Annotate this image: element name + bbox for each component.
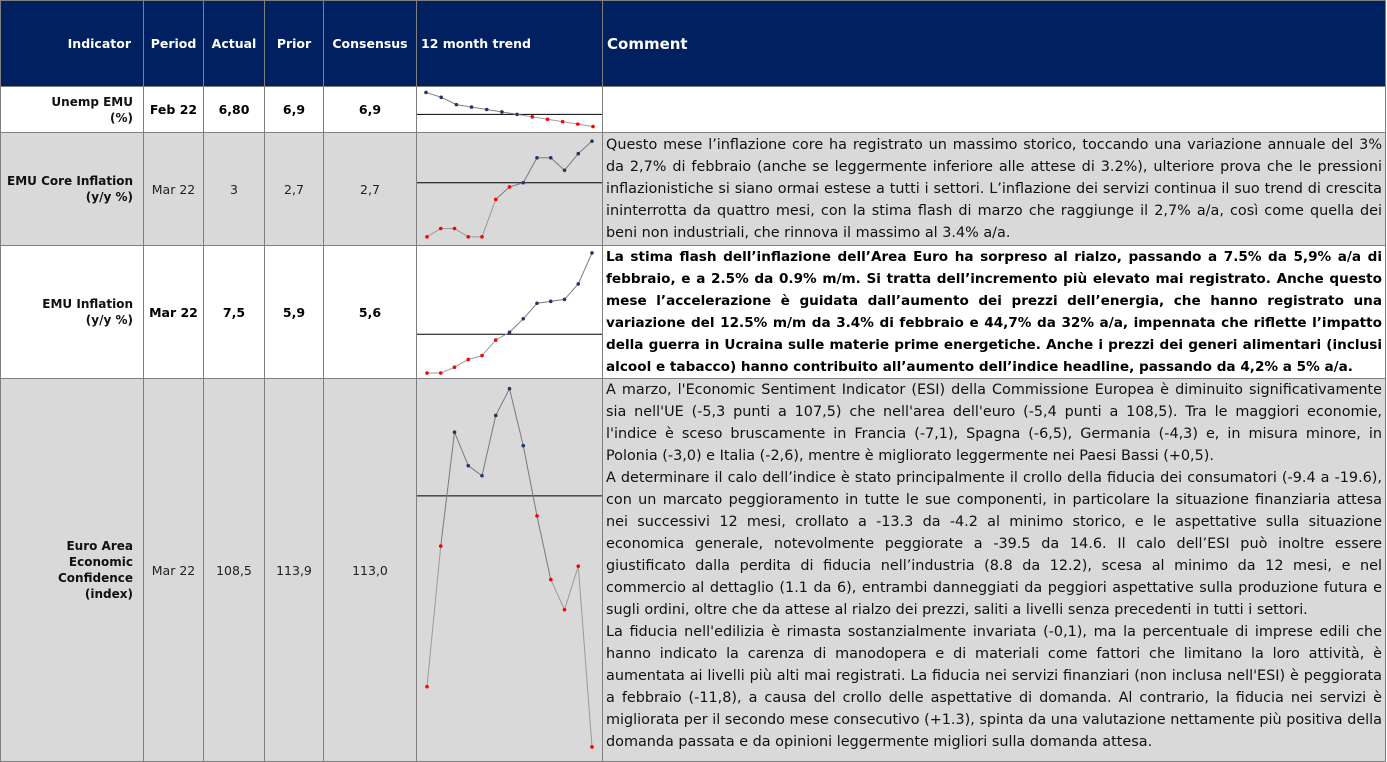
trend-line-segment (523, 446, 537, 516)
trend-point (563, 608, 567, 612)
trend-point (425, 235, 429, 239)
trend-point (561, 120, 565, 124)
indicator-cell (1, 246, 144, 379)
trend-point (494, 198, 498, 202)
trend-point (439, 96, 443, 100)
trend-line-segment (427, 546, 441, 687)
trend-line-segment (441, 432, 455, 546)
comment-cell (603, 379, 1386, 762)
trend-line-segment (537, 301, 551, 303)
indicator-label-line3: Confidence (57, 571, 133, 585)
prior-cell: 113,9 (265, 379, 324, 762)
trend-line-segment (532, 117, 547, 119)
trend-sparkline (417, 87, 602, 132)
trend-point (439, 227, 443, 231)
trend-line-segment (468, 466, 482, 476)
consensus-cell: 5,6 (324, 246, 417, 379)
indicator-cell (1, 379, 144, 762)
trend-point (470, 105, 474, 109)
trend-line-segment (496, 332, 510, 340)
comment-cell (603, 87, 1386, 133)
indicator-unit: (y/y %) (85, 190, 133, 204)
trend-point (590, 745, 594, 749)
comment-paragraph: Questo mese l’inflazione core ha registrato un massimo storico, toccando una variazione annuale del 3% da 2,7% di febbraio (anche se leggermente inferiore alle attese di 3.2%), ulteriore prova che le pressioni inflazionistiche si siano ormai estese a tutti i settori. L’inflazione dei servizi continua il suo trend di crescita ininterrotta da quattro mesi, con la stima flash di marzo che raggiunge il 2,7% a/a, così come quella dei beni non industriali, che rinnova il massimo al 3.4% a/a. (606, 137, 1382, 241)
trend-line-segment (468, 355, 482, 359)
header-indicator: Indicator (1, 1, 144, 87)
trend-point (466, 464, 470, 468)
header-comment: Comment (603, 1, 1386, 87)
trend-cell (417, 133, 603, 246)
indicator-label-line2: Economic (68, 555, 133, 569)
indicator-cell (1, 133, 144, 246)
consensus-cell: 6,9 (324, 87, 417, 133)
trend-line-segment (472, 107, 487, 109)
trend-point (500, 110, 504, 114)
trend-point (546, 117, 550, 121)
actual-cell: 108,5 (204, 379, 265, 762)
trend-point (425, 685, 429, 689)
trend-point (535, 156, 539, 160)
trend-line-segment (441, 367, 455, 373)
trend-line-segment (496, 389, 510, 416)
header-prior: Prior (265, 1, 324, 87)
trend-line-segment (523, 158, 537, 183)
header-trend: 12 month trend (417, 1, 603, 87)
table-row (1, 133, 1386, 246)
header-period: Period (144, 1, 204, 87)
comment-paragraph: La fiducia nell'edilizia è rimasta sostanzialmente invariata (-0,1), ma la percentuale di imprese edili che hanno indicato la carenza di manodopera e di materiali come fattori che limitano la loro attività, è aumentata ai livelli più alti mai registrati. La fiducia nei servizi finanziari (non inclusa nell'ESI) è peggiorata a febbraio (-11,8), a causa del crollo delle aspettative di domanda. Al contrario, la fiducia nei servizi è migliorata per il secondo mese consecutivo (+1.3), spinta da una valutazione nettamente più positiva della domanda passata e da opinioni leggermente migliori sulla domanda attesa. (606, 624, 1382, 750)
trend-line-segment (578, 141, 592, 153)
trend-point (494, 338, 498, 342)
trend-point (453, 365, 457, 369)
trend-line-segment (523, 303, 537, 318)
trend-line-segment (565, 283, 579, 298)
trend-point (535, 301, 539, 305)
actual-cell: 3 (204, 133, 265, 246)
trend-point (439, 371, 443, 375)
table-row (1, 246, 1386, 379)
trend-point (508, 387, 512, 391)
trend-line-segment (510, 318, 524, 332)
header-actual: Actual (204, 1, 265, 87)
trend-point (480, 235, 484, 239)
trend-point (480, 353, 484, 357)
trend-point (425, 371, 429, 375)
trend-line-segment (482, 199, 496, 236)
indicator-label: Unemp EMU (51, 94, 133, 109)
header-row (1, 1, 1386, 87)
trend-line-segment (510, 389, 524, 446)
trend-point (466, 357, 470, 361)
trend-sparkline (417, 379, 602, 761)
period-cell: Feb 22 (144, 87, 204, 133)
trend-point (576, 122, 580, 126)
trend-line-segment (510, 183, 524, 187)
trend-point (480, 474, 484, 478)
trend-point (521, 444, 525, 448)
comment-cell (603, 246, 1386, 379)
indicator-cell (1, 87, 144, 133)
trend-line-segment (578, 124, 593, 126)
indicator-label: Euro Area (66, 539, 133, 553)
trend-line-segment (578, 252, 592, 283)
trend-cell (417, 246, 603, 379)
trend-line-segment (487, 110, 502, 112)
trend-point (549, 578, 553, 582)
trend-line-segment (537, 516, 551, 580)
indicator-label: EMU Inflation (42, 297, 133, 311)
prior-cell: 2,7 (265, 133, 324, 246)
trend-point (521, 181, 525, 185)
trend-point (453, 227, 457, 231)
comment-cell (603, 133, 1386, 246)
trend-line-segment (482, 340, 496, 355)
trend-point (535, 514, 539, 518)
trend-point (494, 414, 498, 418)
trend-line-segment (565, 154, 579, 171)
comment-paragraph: A marzo, l'Economic Sentiment Indicator (ESI) della Commissione Europea è diminuito significativamente sia nell'UE (-5,3 punti a 107,5) che nell'area dell'euro (-5,4 punti a 108,5). Tra le maggiori economie, l'indice è sceso bruscamente in Francia (-7,1), Spagna (-6,5), Germania (-4,3) e, in misura minore, in Polonia (-3,0) e Italia (-2,6), mentre è migliorato leggermente nei Paesi Bassi (+0,5). (606, 382, 1382, 464)
trend-point (549, 156, 553, 160)
trend-cell (417, 379, 603, 762)
trend-point (591, 125, 595, 129)
trend-line-segment (551, 299, 565, 301)
table-row (1, 379, 1386, 762)
trend-point (515, 113, 519, 117)
indicator-unit: (y/y %) (85, 313, 133, 327)
actual-cell: 7,5 (204, 246, 265, 379)
trend-line-segment (455, 229, 469, 237)
actual-cell: 6,80 (204, 87, 265, 133)
header-consensus: Consensus (324, 1, 417, 87)
trend-point (455, 103, 459, 107)
trend-line-segment (551, 580, 565, 610)
trend-point (576, 564, 580, 568)
trend-point (530, 115, 534, 119)
trend-point (453, 430, 457, 434)
trend-point (466, 235, 470, 239)
consensus-cell: 113,0 (324, 379, 417, 762)
indicator-label: EMU Core Inflation (7, 174, 133, 188)
trend-point (576, 152, 580, 156)
trend-line-segment (455, 432, 469, 465)
trend-point (521, 316, 525, 320)
trend-sparkline (417, 133, 602, 245)
trend-point (508, 330, 512, 334)
trend-line-segment (547, 119, 562, 121)
trend-point (576, 282, 580, 286)
trend-line-segment (496, 187, 510, 199)
period-cell: Mar 22 (144, 379, 204, 762)
trend-line-segment (456, 105, 471, 107)
indicator-unit: (index) (84, 587, 133, 601)
indicator-unit: (%) (110, 110, 133, 125)
trend-point (424, 91, 428, 95)
trend-cell (417, 87, 603, 133)
trend-line-segment (482, 415, 496, 475)
trend-point (563, 297, 567, 301)
trend-line-segment (441, 97, 456, 104)
prior-cell: 5,9 (265, 246, 324, 379)
trend-point (563, 168, 567, 172)
trend-point (439, 544, 443, 548)
trend-point (549, 299, 553, 303)
trend-line-segment (565, 566, 579, 610)
period-cell: Mar 22 (144, 246, 204, 379)
consensus-cell: 2,7 (324, 133, 417, 246)
comment-paragraph: La stima flash dell’inflazione dell’Area Euro ha sorpreso al rialzo, passando a 7.5% da 5,9% a/a di febbraio, e a 2.5% da 0.9% m/m. Si tratta dell’incremento più elevato mai registrato. Anche questo mese l’accelerazione è guidata dall’aumento dei prezzi dell’energia, che hanno registrato una variazione del 12.5% m/m da 3.4% di febbraio e 44,7% da 32% a/a, impennata che riflette l’impatto della guerra in Ucraina sulle materie prime energetiche. Anche i prezzi dei generi alimentari (inclusi alcool e tabacco) hanno contribuito all’aumento dell’indice headline, passando da 4,2% a 5% a/a. (606, 249, 1382, 375)
trend-line-segment (551, 158, 565, 170)
trend-line-segment (426, 92, 441, 97)
table-row (1, 87, 1386, 133)
prior-cell: 6,9 (265, 87, 324, 133)
trend-point (590, 251, 594, 255)
trend-line-segment (578, 566, 592, 747)
period-cell: Mar 22 (144, 133, 204, 246)
trend-line-segment (563, 122, 578, 124)
trend-line-segment (427, 229, 441, 237)
trend-line-segment (455, 359, 469, 367)
trend-point (485, 108, 489, 112)
trend-point (590, 139, 594, 143)
comment-paragraph: A determinare il calo dell’indice è stato principalmente il crollo della fiducia dei consumatori (-9.4 a -19.6), con un marcato peggioramento in tutte le sue componenti, in particolare la situazione finanziaria attesa nei successivi 12 mesi, crollato a -13.3 da -4.2 al minimo storico, e le aspettative sulla situazione economica generale, notevolmente peggiorate a -39.5 da 14.6. Il calo dell’ESI può inoltre essere giustificato dalla perdita di fiducia nell’industria (8.8 da 12.2), scesa al minimo da 12 mesi, e nel commercio al dettaglio (1.1 da 6), entrambi danneggiati da peggiori aspettative sulla produzione futura e sugli ordini, oltre che da attese al rialzo dei prezzi, saliti a livelli senza precedenti in tutti i settori. (606, 470, 1382, 618)
trend-sparkline (417, 247, 602, 378)
trend-point (508, 185, 512, 189)
